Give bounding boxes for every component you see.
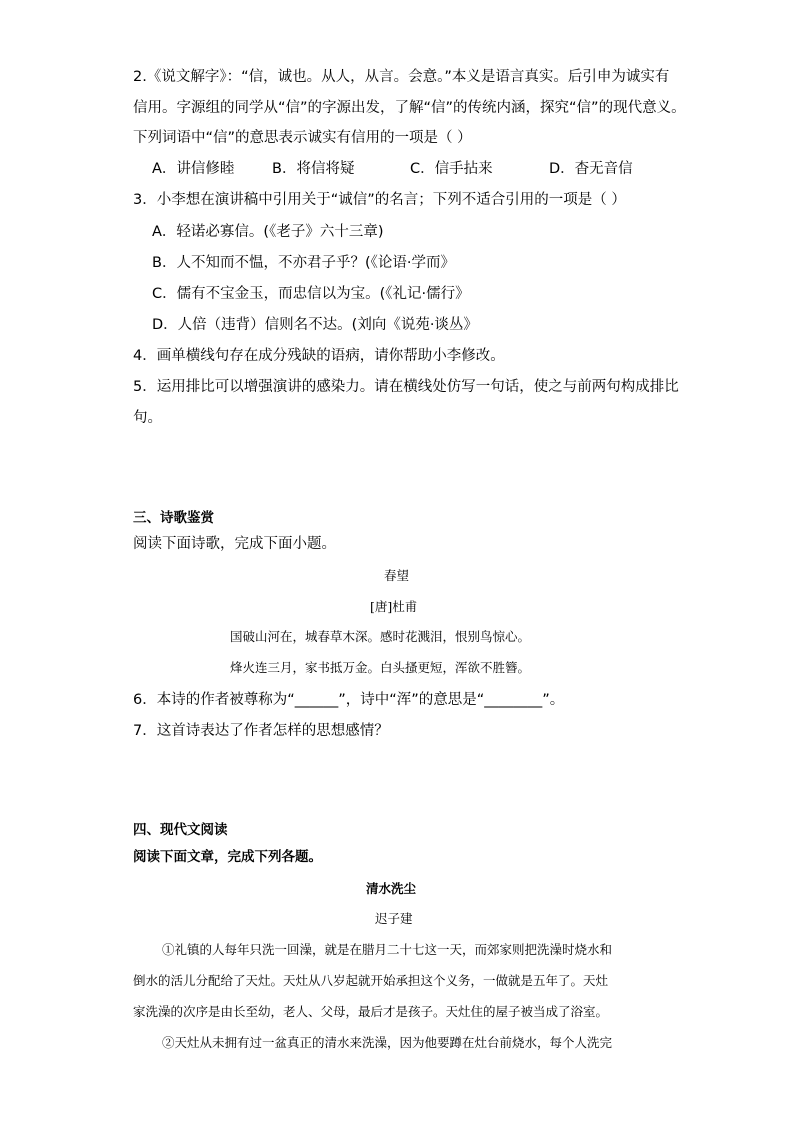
- article-author: 迟子建: [375, 911, 413, 926]
- poem-line-1: 国破山河在，城春草木深。感时花溅泪，恨别鸟惊心。: [230, 629, 531, 644]
- q2-option-c: C．信手拈来: [410, 161, 493, 177]
- q2-line-1: 2.《说文解字》：“信，诚也。从人，从言。会意。”本义是语言真实。后引申为诚实有: [133, 69, 670, 85]
- article-title: 清水洗尘: [366, 881, 417, 896]
- q4-stem: 4．画单横线句存在成分残缺的语病，请你帮助小李修改。: [133, 348, 505, 364]
- poem-line-2: 烽火连三月，家书抵万金。白头搔更短，浑欲不胜簪。: [230, 660, 531, 675]
- article-para1-line-2: 倒水的活儿分配给了天灶。天灶从八岁起就开始承担这个义务，一做就是五年了。天灶: [133, 973, 609, 988]
- article-para1-line-1: ①礼镇的人每年只洗一回澡，就是在腊月二十七这一天，而郊家则把洗澡时烧水和: [162, 942, 613, 957]
- q2-line-2: 信用。字源组的同学从“信”的字源出发，了解“信”的传统内涵，探究“信”的现代意义。: [133, 100, 686, 116]
- q5-line-1: 5．运用排比可以增强演讲的感染力。请在横线处仿写一句话，使之与前两句构成排比: [133, 379, 679, 395]
- q7-stem: 7．这首诗表达了作者怎样的思想感情？: [133, 723, 389, 739]
- q3-stem: 3．小李想在演讲稿中引用关于“诚信”的名言；下列不适合引用的一项是（ ）: [133, 192, 626, 208]
- q5-line-2: 句。: [133, 410, 162, 426]
- section4-heading: 四、现代文阅读: [133, 822, 228, 838]
- q2-option-a: A．讲信修睦: [152, 161, 235, 177]
- section3-heading: 三、诗歌鉴赏: [133, 510, 214, 526]
- q3-option-b: B．人不知而不愠，不亦君子乎？(《论语·学而》: [152, 255, 455, 271]
- poem-author: [唐]杜甫: [370, 599, 418, 614]
- poem-title: 春望: [384, 568, 410, 583]
- article-para2-line-1: ②天灶从未拥有过一盆真正的清水来洗澡，因为他要蹲在灶台前烧水，每个人洗完: [162, 1035, 613, 1050]
- article-para1-line-3: 家洗澡的次序是由长至幼，老人、父母，最后才是孩子。天灶住的屋子被当成了浴室。: [133, 1004, 609, 1019]
- section3-intro: 阅读下面诗歌，完成下面小题。: [133, 536, 336, 552]
- q2-option-b: B．将信将疑: [272, 161, 355, 177]
- section4-intro: 阅读下面文章，完成下列各题。: [133, 849, 322, 865]
- q6-stem: 6．本诗的作者被尊称为“______”，诗中“浑”的意思是“________”。: [133, 692, 565, 708]
- q2-line-3: 下列词语中“信”的意思表示诚实有信用的一项是（ ）: [133, 130, 472, 146]
- q3-option-a: A．轻诺必寡信。(《老子》六十三章): [152, 224, 384, 240]
- q2-option-d: D．杳无音信: [549, 161, 633, 177]
- q3-option-d: D．人倍（违背）信则名不达。(刘向《说苑·谈丛》: [152, 317, 478, 333]
- q3-option-c: C．儒有不宝金玉，而忠信以为宝。(《礼记·儒行》: [152, 286, 470, 302]
